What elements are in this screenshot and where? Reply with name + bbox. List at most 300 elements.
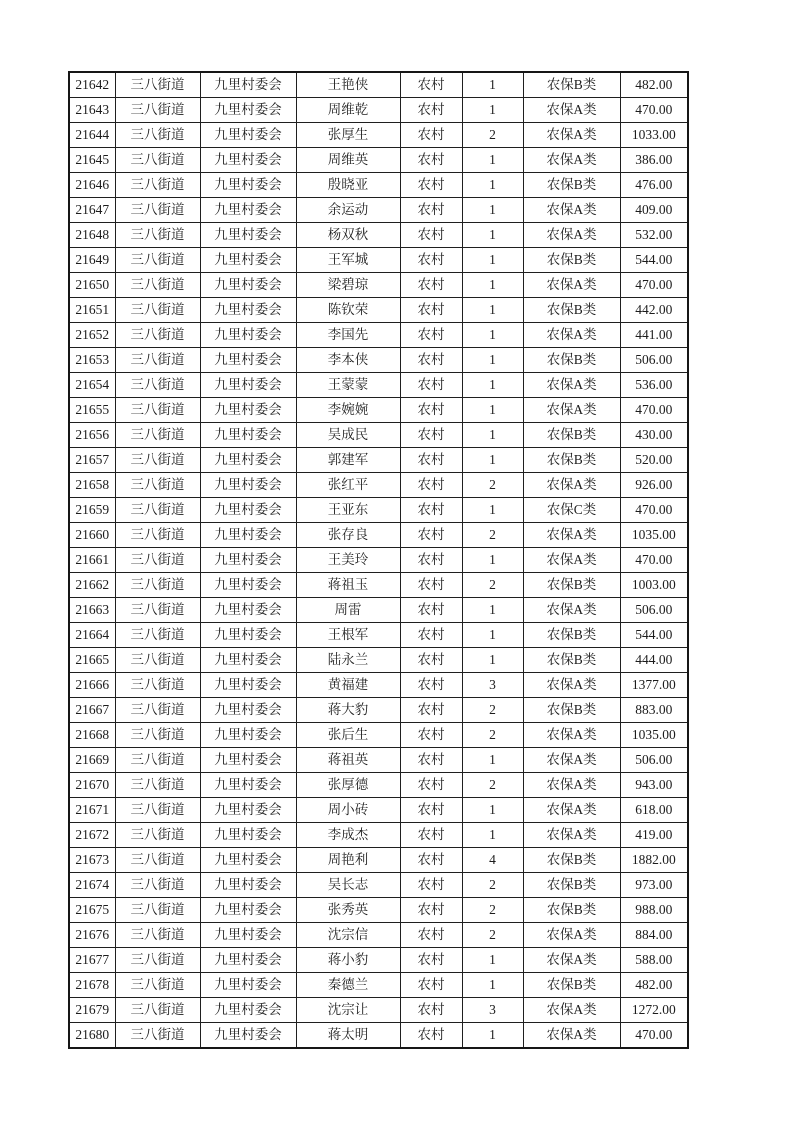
cell-persons: 1 (462, 273, 523, 298)
cell-id: 21655 (69, 398, 115, 423)
cell-persons: 1 (462, 72, 523, 98)
cell-id: 21667 (69, 698, 115, 723)
table-row (69, 148, 688, 173)
table-row (69, 673, 688, 698)
cell-street: 三八街道 (115, 1023, 200, 1049)
cell-village: 九里村委会 (200, 423, 296, 448)
cell-amount: 470.00 (620, 498, 688, 523)
cell-name: 张存良 (296, 523, 400, 548)
table-row (69, 773, 688, 798)
cell-amount: 482.00 (620, 72, 688, 98)
cell-persons: 1 (462, 323, 523, 348)
table-row (69, 948, 688, 973)
cell-category: 农保A类 (523, 998, 620, 1023)
cell-amount: 1377.00 (620, 673, 688, 698)
cell-name: 周艳利 (296, 848, 400, 873)
cell-name: 沈宗信 (296, 923, 400, 948)
cell-category: 农保B类 (523, 248, 620, 273)
cell-persons: 1 (462, 348, 523, 373)
cell-street: 三八街道 (115, 373, 200, 398)
cell-residence: 农村 (400, 1023, 462, 1049)
table-row (69, 223, 688, 248)
cell-category: 农保A类 (523, 148, 620, 173)
cell-persons: 3 (462, 673, 523, 698)
cell-residence: 农村 (400, 998, 462, 1023)
cell-amount: 470.00 (620, 98, 688, 123)
cell-name: 秦德兰 (296, 973, 400, 998)
cell-id: 21663 (69, 598, 115, 623)
cell-residence: 农村 (400, 698, 462, 723)
cell-amount: 883.00 (620, 698, 688, 723)
cell-persons: 1 (462, 798, 523, 823)
cell-residence: 农村 (400, 973, 462, 998)
cell-category: 农保A类 (523, 398, 620, 423)
cell-residence: 农村 (400, 198, 462, 223)
cell-id: 21665 (69, 648, 115, 673)
table-row (69, 273, 688, 298)
table-row (69, 748, 688, 773)
cell-amount: 1035.00 (620, 723, 688, 748)
cell-persons: 2 (462, 523, 523, 548)
cell-id: 21645 (69, 148, 115, 173)
cell-residence: 农村 (400, 573, 462, 598)
cell-id: 21656 (69, 423, 115, 448)
cell-street: 三八街道 (115, 673, 200, 698)
table-row (69, 173, 688, 198)
cell-persons: 1 (462, 423, 523, 448)
cell-id: 21670 (69, 773, 115, 798)
cell-name: 蒋祖玉 (296, 573, 400, 598)
cell-category: 农保B类 (523, 173, 620, 198)
cell-category: 农保A类 (523, 598, 620, 623)
cell-amount: 470.00 (620, 548, 688, 573)
cell-id: 21654 (69, 373, 115, 398)
cell-persons: 1 (462, 623, 523, 648)
cell-category: 农保A类 (523, 198, 620, 223)
cell-persons: 1 (462, 498, 523, 523)
cell-residence: 农村 (400, 223, 462, 248)
cell-amount: 430.00 (620, 423, 688, 448)
cell-name: 沈宗让 (296, 998, 400, 1023)
table-row (69, 448, 688, 473)
cell-street: 三八街道 (115, 748, 200, 773)
cell-residence: 农村 (400, 448, 462, 473)
cell-category: 农保A类 (523, 273, 620, 298)
cell-village: 九里村委会 (200, 273, 296, 298)
table-body (69, 72, 688, 1048)
cell-id: 21659 (69, 498, 115, 523)
cell-street: 三八街道 (115, 923, 200, 948)
cell-village: 九里村委会 (200, 773, 296, 798)
cell-id: 21658 (69, 473, 115, 498)
cell-amount: 470.00 (620, 398, 688, 423)
table-row (69, 973, 688, 998)
cell-street: 三八街道 (115, 223, 200, 248)
table-row (69, 723, 688, 748)
cell-amount: 1882.00 (620, 848, 688, 873)
cell-name: 梁碧琼 (296, 273, 400, 298)
table-row (69, 98, 688, 123)
cell-amount: 988.00 (620, 898, 688, 923)
cell-amount: 588.00 (620, 948, 688, 973)
cell-name: 余运动 (296, 198, 400, 223)
table-row (69, 398, 688, 423)
cell-residence: 农村 (400, 173, 462, 198)
cell-residence: 农村 (400, 848, 462, 873)
cell-village: 九里村委会 (200, 323, 296, 348)
cell-village: 九里村委会 (200, 548, 296, 573)
cell-street: 三八街道 (115, 823, 200, 848)
cell-amount: 544.00 (620, 623, 688, 648)
cell-name: 张秀英 (296, 898, 400, 923)
cell-category: 农保A类 (523, 473, 620, 498)
table-row (69, 898, 688, 923)
cell-street: 三八街道 (115, 273, 200, 298)
cell-id: 21678 (69, 973, 115, 998)
table-row (69, 998, 688, 1023)
cell-village: 九里村委会 (200, 598, 296, 623)
cell-category: 农保B类 (523, 423, 620, 448)
table-row (69, 198, 688, 223)
cell-village: 九里村委会 (200, 898, 296, 923)
cell-amount: 1033.00 (620, 123, 688, 148)
cell-category: 农保A类 (523, 223, 620, 248)
cell-name: 王艳侠 (296, 72, 400, 98)
cell-village: 九里村委会 (200, 698, 296, 723)
cell-street: 三八街道 (115, 648, 200, 673)
cell-id: 21672 (69, 823, 115, 848)
cell-amount: 532.00 (620, 223, 688, 248)
cell-id: 21653 (69, 348, 115, 373)
cell-persons: 1 (462, 398, 523, 423)
cell-category: 农保A类 (523, 823, 620, 848)
table-row (69, 848, 688, 873)
cell-category: 农保C类 (523, 498, 620, 523)
cell-id: 21647 (69, 198, 115, 223)
cell-residence: 农村 (400, 873, 462, 898)
cell-street: 三八街道 (115, 248, 200, 273)
cell-id: 21668 (69, 723, 115, 748)
table-row (69, 573, 688, 598)
cell-residence: 农村 (400, 923, 462, 948)
cell-amount: 386.00 (620, 148, 688, 173)
cell-category: 农保A类 (523, 748, 620, 773)
cell-street: 三八街道 (115, 72, 200, 98)
cell-id: 21651 (69, 298, 115, 323)
cell-street: 三八街道 (115, 698, 200, 723)
cell-name: 周雷 (296, 598, 400, 623)
cell-residence: 农村 (400, 72, 462, 98)
cell-village: 九里村委会 (200, 973, 296, 998)
cell-street: 三八街道 (115, 298, 200, 323)
cell-village: 九里村委会 (200, 248, 296, 273)
cell-amount: 409.00 (620, 198, 688, 223)
cell-village: 九里村委会 (200, 448, 296, 473)
cell-street: 三八街道 (115, 98, 200, 123)
cell-street: 三八街道 (115, 798, 200, 823)
cell-name: 周小砖 (296, 798, 400, 823)
cell-residence: 农村 (400, 648, 462, 673)
cell-category: 农保A类 (523, 548, 620, 573)
cell-persons: 2 (462, 573, 523, 598)
cell-village: 九里村委会 (200, 173, 296, 198)
table-row (69, 323, 688, 348)
cell-category: 农保B类 (523, 648, 620, 673)
cell-persons: 1 (462, 298, 523, 323)
cell-village: 九里村委会 (200, 98, 296, 123)
cell-amount: 470.00 (620, 273, 688, 298)
cell-residence: 农村 (400, 273, 462, 298)
cell-street: 三八街道 (115, 473, 200, 498)
cell-amount: 506.00 (620, 598, 688, 623)
cell-persons: 1 (462, 148, 523, 173)
cell-category: 农保A类 (523, 1023, 620, 1049)
cell-id: 21675 (69, 898, 115, 923)
cell-persons: 2 (462, 898, 523, 923)
cell-residence: 农村 (400, 798, 462, 823)
cell-amount: 973.00 (620, 873, 688, 898)
cell-name: 王军城 (296, 248, 400, 273)
cell-village: 九里村委会 (200, 348, 296, 373)
cell-street: 三八街道 (115, 198, 200, 223)
cell-persons: 2 (462, 923, 523, 948)
cell-village: 九里村委会 (200, 798, 296, 823)
cell-name: 李国先 (296, 323, 400, 348)
cell-persons: 1 (462, 973, 523, 998)
cell-category: 农保B类 (523, 698, 620, 723)
cell-amount: 618.00 (620, 798, 688, 823)
table-row (69, 298, 688, 323)
cell-id: 21649 (69, 248, 115, 273)
cell-street: 三八街道 (115, 723, 200, 748)
cell-persons: 1 (462, 198, 523, 223)
cell-name: 李婉婉 (296, 398, 400, 423)
table-row (69, 498, 688, 523)
cell-category: 农保A类 (523, 798, 620, 823)
cell-category: 农保B类 (523, 573, 620, 598)
cell-village: 九里村委会 (200, 748, 296, 773)
table-row (69, 623, 688, 648)
cell-street: 三八街道 (115, 948, 200, 973)
cell-residence: 农村 (400, 673, 462, 698)
cell-street: 三八街道 (115, 348, 200, 373)
cell-persons: 1 (462, 598, 523, 623)
cell-residence: 农村 (400, 348, 462, 373)
cell-village: 九里村委会 (200, 648, 296, 673)
cell-amount: 506.00 (620, 748, 688, 773)
cell-category: 农保B类 (523, 448, 620, 473)
cell-id: 21674 (69, 873, 115, 898)
cell-amount: 943.00 (620, 773, 688, 798)
cell-category: 农保A类 (523, 123, 620, 148)
table-row (69, 548, 688, 573)
cell-name: 蒋祖英 (296, 748, 400, 773)
cell-village: 九里村委会 (200, 823, 296, 848)
cell-village: 九里村委会 (200, 1023, 296, 1049)
cell-persons: 2 (462, 723, 523, 748)
cell-name: 殷晓亚 (296, 173, 400, 198)
cell-persons: 4 (462, 848, 523, 873)
cell-residence: 农村 (400, 773, 462, 798)
table-row (69, 123, 688, 148)
cell-name: 周维英 (296, 148, 400, 173)
cell-village: 九里村委会 (200, 623, 296, 648)
cell-persons: 2 (462, 698, 523, 723)
cell-village: 九里村委会 (200, 223, 296, 248)
table-row (69, 923, 688, 948)
cell-street: 三八街道 (115, 148, 200, 173)
cell-residence: 农村 (400, 948, 462, 973)
cell-persons: 1 (462, 173, 523, 198)
cell-village: 九里村委会 (200, 573, 296, 598)
cell-category: 农保A类 (523, 948, 620, 973)
cell-residence: 农村 (400, 748, 462, 773)
cell-street: 三八街道 (115, 873, 200, 898)
cell-village: 九里村委会 (200, 673, 296, 698)
table-row (69, 873, 688, 898)
cell-id: 21648 (69, 223, 115, 248)
cell-name: 王美玲 (296, 548, 400, 573)
cell-name: 蒋太明 (296, 1023, 400, 1049)
cell-street: 三八街道 (115, 423, 200, 448)
cell-village: 九里村委会 (200, 923, 296, 948)
social-security-payment-table (68, 71, 689, 1049)
cell-persons: 2 (462, 873, 523, 898)
table-row (69, 473, 688, 498)
cell-village: 九里村委会 (200, 998, 296, 1023)
cell-residence: 农村 (400, 398, 462, 423)
cell-village: 九里村委会 (200, 148, 296, 173)
cell-id: 21661 (69, 548, 115, 573)
cell-amount: 444.00 (620, 648, 688, 673)
cell-amount: 1003.00 (620, 573, 688, 598)
cell-name: 周维乾 (296, 98, 400, 123)
cell-id: 21660 (69, 523, 115, 548)
table-row (69, 248, 688, 273)
cell-amount: 470.00 (620, 1023, 688, 1049)
cell-persons: 1 (462, 548, 523, 573)
cell-name: 张后生 (296, 723, 400, 748)
cell-name: 王根军 (296, 623, 400, 648)
cell-amount: 520.00 (620, 448, 688, 473)
cell-name: 张红平 (296, 473, 400, 498)
cell-residence: 农村 (400, 548, 462, 573)
cell-category: 农保B类 (523, 848, 620, 873)
cell-name: 李本侠 (296, 348, 400, 373)
cell-name: 陈钦荣 (296, 298, 400, 323)
cell-persons: 3 (462, 998, 523, 1023)
cell-residence: 农村 (400, 123, 462, 148)
cell-category: 农保A类 (523, 323, 620, 348)
cell-name: 陆永兰 (296, 648, 400, 673)
cell-category: 农保B类 (523, 973, 620, 998)
cell-residence: 农村 (400, 248, 462, 273)
cell-amount: 482.00 (620, 973, 688, 998)
cell-name: 张厚生 (296, 123, 400, 148)
cell-residence: 农村 (400, 423, 462, 448)
cell-id: 21671 (69, 798, 115, 823)
cell-persons: 1 (462, 748, 523, 773)
table-row (69, 523, 688, 548)
cell-street: 三八街道 (115, 323, 200, 348)
cell-category: 农保B类 (523, 898, 620, 923)
cell-village: 九里村委会 (200, 848, 296, 873)
cell-id: 21657 (69, 448, 115, 473)
cell-persons: 1 (462, 648, 523, 673)
cell-name: 张厚德 (296, 773, 400, 798)
cell-village: 九里村委会 (200, 72, 296, 98)
cell-street: 三八街道 (115, 123, 200, 148)
cell-village: 九里村委会 (200, 523, 296, 548)
cell-id: 21650 (69, 273, 115, 298)
table-row (69, 1023, 688, 1049)
cell-residence: 农村 (400, 598, 462, 623)
cell-category: 农保B类 (523, 873, 620, 898)
cell-category: 农保B类 (523, 623, 620, 648)
cell-id: 21644 (69, 123, 115, 148)
cell-name: 蒋小豹 (296, 948, 400, 973)
cell-id: 21652 (69, 323, 115, 348)
cell-amount: 1035.00 (620, 523, 688, 548)
table-row (69, 648, 688, 673)
cell-name: 黄福建 (296, 673, 400, 698)
cell-amount: 884.00 (620, 923, 688, 948)
table-row (69, 798, 688, 823)
cell-name: 郭建军 (296, 448, 400, 473)
cell-persons: 1 (462, 223, 523, 248)
cell-name: 吴成民 (296, 423, 400, 448)
cell-id: 21669 (69, 748, 115, 773)
table-row (69, 423, 688, 448)
cell-id: 21664 (69, 623, 115, 648)
cell-village: 九里村委会 (200, 298, 296, 323)
cell-persons: 1 (462, 823, 523, 848)
cell-street: 三八街道 (115, 623, 200, 648)
cell-category: 农保B类 (523, 72, 620, 98)
cell-street: 三八街道 (115, 398, 200, 423)
cell-persons: 1 (462, 1023, 523, 1049)
cell-id: 21643 (69, 98, 115, 123)
cell-street: 三八街道 (115, 898, 200, 923)
cell-name: 王亚东 (296, 498, 400, 523)
cell-residence: 农村 (400, 823, 462, 848)
cell-residence: 农村 (400, 373, 462, 398)
table-row (69, 698, 688, 723)
cell-village: 九里村委会 (200, 373, 296, 398)
cell-street: 三八街道 (115, 173, 200, 198)
cell-residence: 农村 (400, 323, 462, 348)
cell-village: 九里村委会 (200, 873, 296, 898)
cell-category: 农保A类 (523, 523, 620, 548)
cell-category: 农保B类 (523, 348, 620, 373)
cell-amount: 544.00 (620, 248, 688, 273)
cell-street: 三八街道 (115, 998, 200, 1023)
cell-street: 三八街道 (115, 773, 200, 798)
cell-residence: 农村 (400, 148, 462, 173)
cell-persons: 1 (462, 948, 523, 973)
table-row (69, 823, 688, 848)
cell-village: 九里村委会 (200, 723, 296, 748)
cell-residence: 农村 (400, 623, 462, 648)
cell-village: 九里村委会 (200, 198, 296, 223)
cell-street: 三八街道 (115, 448, 200, 473)
cell-name: 杨双秋 (296, 223, 400, 248)
cell-category: 农保A类 (523, 373, 620, 398)
cell-persons: 1 (462, 373, 523, 398)
cell-residence: 农村 (400, 523, 462, 548)
cell-amount: 419.00 (620, 823, 688, 848)
cell-village: 九里村委会 (200, 398, 296, 423)
